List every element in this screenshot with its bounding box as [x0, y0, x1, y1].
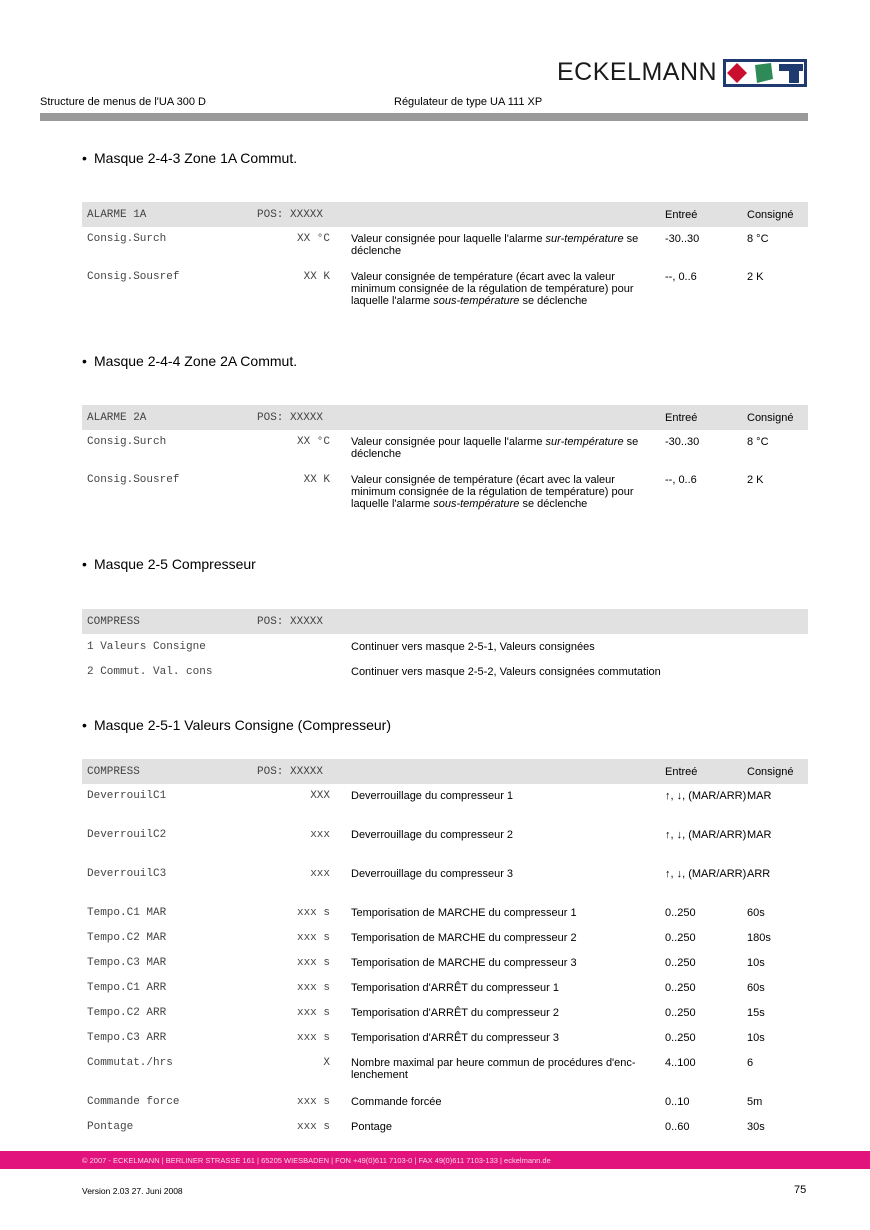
version-info: Version 2.03 27. Juni 2008 — [82, 1186, 183, 1196]
table-row: Commande force xxx s Commande forcée 0..10 5m — [87, 1096, 763, 1108]
menu-table — [82, 609, 808, 691]
table-header-row: ALARME 1A POS: XXXXX Entreé Consigné — [82, 202, 808, 227]
table-row: Tempo.C1 ARR xxx s Temporisation d'ARRÊT du compresseur 1 0..250 60s — [87, 982, 765, 994]
menu-table — [82, 202, 808, 311]
bullet-icon: • — [82, 717, 87, 733]
section-title: • Masque 2-4-4 Zone 2A Commut. — [82, 353, 298, 369]
section-title: • Masque 2-4-3 Zone 1A Commut. — [82, 150, 298, 166]
table-header-row: ALARME 2A POS: XXXXX Entreé Consigné — [82, 405, 808, 430]
table-header-row: COMPRESS POS: XXXXX — [82, 609, 808, 634]
table-row: 2 Commut. Val. cons Continuer vers masque 2-5-2, Valeurs consignées commutation — [87, 666, 661, 678]
brand-logo — [557, 58, 807, 87]
header-divider — [40, 113, 808, 121]
menu-table — [82, 759, 808, 1141]
table-row: Commutat./hrs X Nombre maximal par heure commun de procédures d'enclenchement 4..100 6 — [87, 1057, 754, 1081]
table-row: DeverrouilC2 xxx Deverrouillage du compresseur 2 ↑, ↓, (MAR/ARR) MAR — [87, 829, 772, 841]
table-row: Tempo.C2 MAR xxx s Temporisation de MARCHE du compresseur 2 0..250 180s — [87, 932, 771, 944]
table-row: Tempo.C3 MAR xxx s Temporisation de MARCHE du compresseur 3 0..250 10s — [87, 957, 765, 969]
bullet-icon: • — [82, 353, 87, 369]
table-row: Consig.Surch XX °C Valeur consignée pour laquelle l'alarme sur-température se déclenche -30..30 8 °C — [87, 233, 769, 257]
table-row: Consig.Surch XX °C Valeur consignée pour laquelle l'alarme sur-température se déclenche -30..30 8 °C — [87, 436, 769, 460]
table-row: DeverrouilC3 xxx Deverrouillage du compresseur 3 ↑, ↓, (MAR/ARR) ARR — [87, 868, 771, 880]
header-controller-type: Régulateur de type UA 111 XP — [394, 96, 543, 108]
bullet-icon: • — [82, 150, 87, 166]
header-document-title: Structure de menus de l'UA 300 D — [40, 96, 206, 108]
table-row: Tempo.C1 MAR xxx s Temporisation de MARCHE du compresseur 1 0..250 60s — [87, 907, 765, 919]
page-number: 75 — [794, 1184, 807, 1196]
section-title: • Masque 2-5 Compresseur — [82, 556, 256, 572]
table-row: 1 Valeurs Consigne Continuer vers masque 2-5-1, Valeurs consignées — [87, 641, 595, 653]
menu-table — [82, 405, 808, 514]
table-row: Consig.Sousref XX K Valeur consignée de température (écart avec la valeur minimum consignée de la régulation de température) pour laquelle l'alarme sous-température se déclenche --, 0..6 2 K — [87, 271, 764, 307]
table-header-row: COMPRESS POS: XXXXX Entreé Consigné — [82, 759, 808, 784]
table-row: Tempo.C3 ARR xxx s Temporisation d'ARRÊT du compresseur 3 0..250 10s — [87, 1032, 765, 1044]
section-title: • Masque 2-5-1 Valeurs Consigne (Compresseur) — [82, 717, 391, 733]
footer-contact: © 2007 - ECKELMANN | BERLINER STRASSE 161 | 65205 WIESBADEN | FON +49(0)611 7103-0 | FAX 49(0)611 7103-133 | eckelmann.de — [82, 1156, 551, 1165]
table-row: DeverrouilC1 XXX Deverrouillage du compresseur 1 ↑, ↓, (MAR/ARR) MAR — [87, 790, 772, 802]
table-row: Pontage xxx s Pontage 0..60 30s — [87, 1121, 765, 1133]
bullet-icon: • — [82, 556, 87, 572]
table-row: Tempo.C2 ARR xxx s Temporisation d'ARRÊT du compresseur 2 0..250 15s — [87, 1007, 765, 1019]
brand-name: ECKELMANN — [557, 58, 718, 86]
table-row: Consig.Sousref XX K Valeur consignée de température (écart avec la valeur minimum consignée de la régulation de température) pour laquelle l'alarme sous-température se déclenche --, 0..6 2 K — [87, 474, 764, 510]
brand-logo-icon — [723, 59, 807, 87]
